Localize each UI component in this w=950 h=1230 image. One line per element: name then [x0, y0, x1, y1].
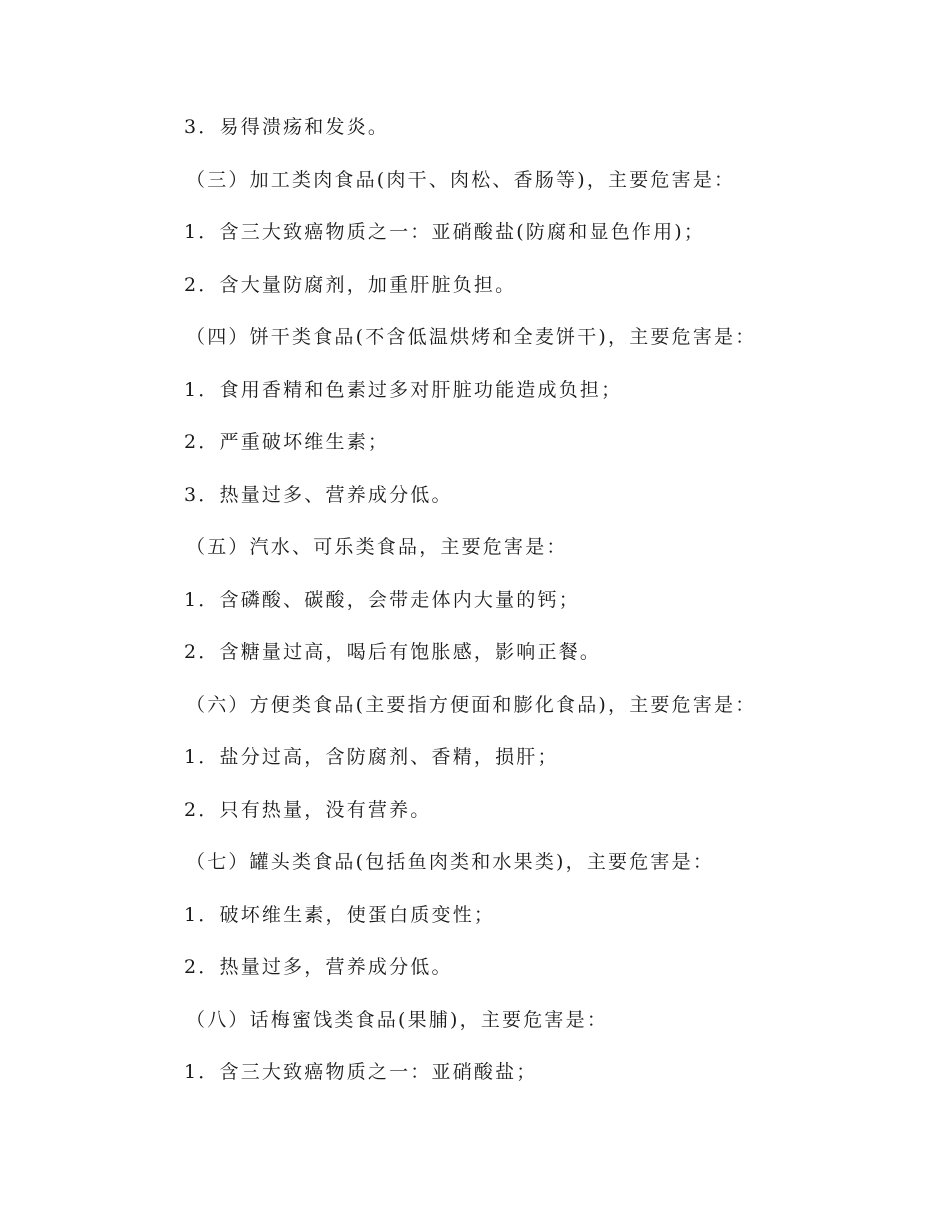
section-heading: （八）话梅蜜饯类食品(果脯)，主要危害是：: [186, 1009, 609, 1031]
list-item: 2．含大量防腐剂，加重肝脏负担。: [184, 274, 517, 296]
list-item: 3．易得溃疡和发炎。: [184, 116, 390, 138]
list-item: 1．含三大致癌物质之一：亚硝酸盐(防腐和显色作用)；: [184, 221, 706, 243]
list-item: 1．盐分过高，含防腐剂、香精，损肝；: [184, 746, 559, 768]
section-heading: （五）汽水、可乐类食品，主要危害是：: [186, 536, 568, 558]
list-item: 2．严重破坏维生素；: [184, 431, 390, 453]
section-heading: （四）饼干类食品(不含低温烘烤和全麦饼干)，主要危害是：: [186, 326, 757, 348]
list-item: 1．食用香精和色素过多对肝脏功能造成负担；: [184, 379, 623, 401]
list-item: 2．含糖量过高，喝后有饱胀感，影响正餐。: [184, 641, 602, 663]
section-heading: （七）罐头类食品(包括鱼肉类和水果类)，主要危害是：: [186, 851, 715, 873]
list-item: 1．破坏维生素，使蛋白质变性；: [184, 904, 496, 926]
list-item: 1．含三大致癌物质之一：亚硝酸盐；: [184, 1061, 538, 1083]
list-item: 2．热量过多，营养成分低。: [184, 956, 453, 978]
list-item: 1．含磷酸、碳酸，会带走体内大量的钙；: [184, 589, 580, 611]
section-heading: （三）加工类肉食品(肉干、肉松、香肠等)，主要危害是：: [186, 169, 736, 191]
list-item: 3．热量过多、营养成分低。: [184, 484, 453, 506]
section-heading: （六）方便类食品(主要指方便面和膨化食品)，主要危害是：: [186, 694, 757, 716]
list-item: 2．只有热量，没有营养。: [184, 799, 432, 821]
